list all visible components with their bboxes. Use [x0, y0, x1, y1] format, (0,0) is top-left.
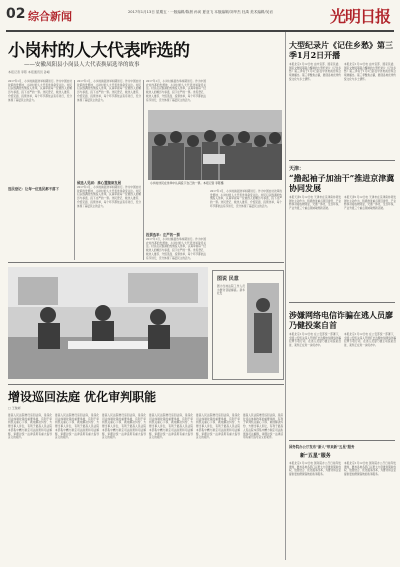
column-divider — [143, 80, 144, 260]
bottom-right-subhead: 新“五星”服务 — [300, 453, 331, 459]
right-mid-body-col1: 本报天津1月12日电 天津市在京津冀协同发展中主动作为，积极推进重点项目建设，产业转移对接成效明显，交通一体化、生态环保、产业升级三个重点领域取得新突破。 — [289, 196, 341, 211]
lead-title: 小岗村的人大代表咋选的 — [8, 41, 190, 61]
right-top-body-col1: 本报北京1月12日电 由中宣部、国家民委、国家文物局等联合摄制的大型纪录片《记住乡愁》第三季将于1月2日起在中央电视台综合频道播出。第三季聚焦古镇，展现各地优秀传统文化与乡土情怀。 — [289, 63, 341, 81]
lead-subtitle: ——安徽凤阳县小岗县人大代表换届选举的故事 — [24, 62, 140, 68]
lead-body-col4: 2017年1月，小岗村换届选举如期进行。作为中国农村改革的发源地，小岗村的人大代表选举备受关注。村民们以饱满的热情投入选举，认真审视每一位候选人的履历与承诺，投下庄严的一票。选民登记、候选人推荐、介绍见面、投票选举，每个环节都依法有序进行，充分体现了基层民主的活力。 — [210, 190, 282, 208]
bottom-body-col3: 最高人民法院增设巡回法庭，是深化司法体制改革的重要举措，有利于审判机关重心下移、就地解决纠纷、方便当事人诉讼，有利于最高人民法院本部集中精力制定司法政策和司法解释、审理对统一法律适用有重大指导意义的案件。 — [102, 414, 146, 440]
side-box — [212, 270, 284, 380]
lead-body-col3b: 2017年1月，小岗村换届选举如期进行。作为中国农村改革的发源地，小岗村的人大代表选举备受关注。村民们以饱满的热情投入选举，认真审视每一位候选人的履历与承诺，投下庄严的一票。选民登记、候选人推荐、介绍见面、投票选举，每个环节都依法有序进行，充分体现了基层民主的活力。 — [146, 238, 206, 260]
page-number: 02 — [6, 6, 26, 22]
section-title: 综合新闻 — [28, 10, 72, 23]
bottom-body-col5: 最高人民法院增设巡回法庭，是深化司法体制改革的重要举措，有利于审判机关重心下移、就地解决纠纷、方便当事人诉讼，有利于最高人民法院本部集中精力制定司法政策和司法解释、审理对统一法律适用有重大指导意义的案件。 — [196, 414, 240, 440]
side-box-text: 图为当地法院工作人员为群众答疑解惑。新华社发 — [217, 285, 245, 296]
right-top-body-col2: 本报北京1月12日电 由中宣部、国家民委、国家文物局等联合摄制的大型纪录片《记住乡愁》第三季将于1月2日起在中央电视台综合频道播出。第三季聚焦古镇，展现各地优秀传统文化与乡土情怀。 — [344, 63, 396, 81]
lead-body-col2b: 2017年1月，小岗村换届选举如期进行。作为中国农村改革的发源地，小岗村的人大代表选举备受关注。村民们以饱满的热情投入选举，认真审视每一位候选人的履历与承诺，投下庄严的一票。选民登记、候选人推荐、介绍见面、投票选举，每个环节都依法有序进行，充分体现了基层民主的活力。 — [77, 186, 141, 208]
right-mid-body-col2: 本报天津1月12日电 天津市在京津冀协同发展中主动作为，积极推进重点项目建设，产业转移对接成效明显，交通一体化、生态环保、产业升级三个重点领域取得新突破。 — [344, 196, 396, 211]
divider — [289, 302, 395, 303]
right-column-divider — [285, 32, 286, 560]
court-photo — [8, 267, 208, 379]
column-divider — [74, 80, 75, 260]
bottom-body-col1: 最高人民法院增设巡回法庭，是深化司法体制改革的重要举措，有利于审判机关重心下移、就地解决纠纷、方便当事人诉讼，有利于最高人民法院本部集中精力制定司法政策和司法解释、审理对统一法律适用有重大指导意义的案件。 — [8, 414, 52, 440]
divider — [289, 440, 395, 441]
right-bottom-body-col2: 本报北京1月12日电 在公安部统一部署下，全国公安机关深入开展打击治理电信网络诈骗犯罪专项行动，在逃人员廖乃健主动投案自首，案件正在进一步侦办中。 — [344, 333, 396, 348]
lead-photo-caption: 小岗村选民在选举中认真投下自己的一票。本报记者 李陈摄 — [150, 181, 224, 185]
bottom-byline: □ 王俊彬 — [8, 406, 21, 410]
bottom-body-col2: 最高人民法院增设巡回法庭，是深化司法体制改革的重要举措，有利于审判机关重心下移、就地解决纠纷、方便当事人诉讼，有利于最高人民法院本部集中精力制定司法政策和司法解释、审理对统一法律适用有重大指导意义的案件。 — [55, 414, 99, 440]
divider — [289, 160, 395, 161]
bottom-body-col6: 最高人民法院增设巡回法庭，是深化司法体制改革的重要举措，有利于审判机关重心下移、就地解决纠纷、方便当事人诉讼，有利于最高人民法院本部集中精力制定司法政策和司法解释、审理对统一法律适用有重大指导意义的案件。 — [243, 414, 283, 440]
right-mid-kicker: 天津： — [289, 166, 305, 172]
newspaper-logo: 光明日报 — [329, 7, 390, 26]
side-box-photo — [247, 283, 279, 373]
lead-subhead-2: 候选人见面：推心置腹谈发展 — [77, 181, 122, 185]
bottom-right-headline: 国务院办公厅发布“新人”带来新“五星”服务 — [289, 445, 355, 449]
right-bottom-body-col1: 本报北京1月12日电 在公安部统一部署下，全国公安机关深入开展打击治理电信网络诈骗犯罪专项行动，在逃人员廖乃健主动投案自首，案件正在进一步侦办中。 — [289, 333, 341, 348]
bottom-right-body-col1: 本报北京1月12日电 国务院办公厅日前印发通知，要求各地各部门以更大力度推进简政放权、放管结合、优化服务改革，为群众和企业提供更加便捷高效的政务服务。 — [289, 462, 341, 477]
lead-subhead-1: 选民登记：让每一位选民都不落下 — [8, 187, 59, 191]
bottom-right-body-col2: 本报北京1月12日电 国务院办公厅日前印发通知，要求各地各部门以更大力度推进简政放权、放管结合、优化服务改革，为群众和企业提供更加便捷高效的政务服务。 — [344, 462, 396, 477]
right-mid-title: “撸起袖子加油干”推进京津冀协同发展 — [289, 173, 395, 193]
issue-meta: 2017年1月13日 星期五 · 一版编辑/陈晨 孙寅 夏亚飞 本版编辑/刘华杰 杜禹 美术编辑/吴岩 — [128, 10, 273, 14]
lead-body-col1: 2017年1月，小岗村换届选举如期进行。作为中国农村改革的发源地，小岗村的人大代表选举备受关注。村民们以饱满的热情投入选举，认真审视每一位候选人的履历与承诺，投下庄严的一票。选民登记、候选人推荐、介绍见面、投票选举，每个环节都依法有序进行，充分体现了基层民主的活力。 — [8, 80, 72, 102]
right-bottom-title: 涉嫌网络电信诈骗在逃人员廖乃健投案自首 — [289, 310, 393, 330]
side-box-label: 图说 民意 — [217, 276, 239, 282]
lead-body-col2: 2017年1月，小岗村换届选举如期进行。作为中国农村改革的发源地，小岗村的人大代表选举备受关注。村民们以饱满的热情投入选举，认真审视每一位候选人的履历与承诺，投下庄严的一票。选民登记、候选人推荐、介绍见面、投票选举，每个环节都依法有序进行，充分体现了基层民主的活力。 — [77, 80, 141, 102]
divider — [8, 384, 284, 385]
divider — [8, 262, 284, 263]
lead-byline: 本报记者 李陈 本报通讯员 孙峰 — [8, 70, 50, 74]
right-top-title: 大型纪录片《记住乡愁》第三季1月2日开播 — [289, 40, 393, 60]
lead-subhead-3: 投票选举：庄严的一票 — [146, 233, 180, 237]
masthead — [6, 4, 394, 32]
bottom-title: 增设巡回法庭 优化审判职能 — [8, 390, 157, 404]
bottom-body-col4: 最高人民法院增设巡回法庭，是深化司法体制改革的重要举措，有利于审判机关重心下移、就地解决纠纷、方便当事人诉讼，有利于最高人民法院本部集中精力制定司法政策和司法解释、审理对统一法律适用有重大指导意义的案件。 — [149, 414, 193, 440]
lead-photo — [148, 110, 282, 180]
lead-body-col3: 2017年1月，小岗村换届选举如期进行。作为中国农村改革的发源地，小岗村的人大代表选举备受关注。村民们以饱满的热情投入选举，认真审视每一位候选人的履历与承诺，投下庄严的一票。选民登记、候选人推荐、介绍见面、投票选举，每个环节都依法有序进行，充分体现了基层民主的活力。 — [146, 80, 206, 102]
